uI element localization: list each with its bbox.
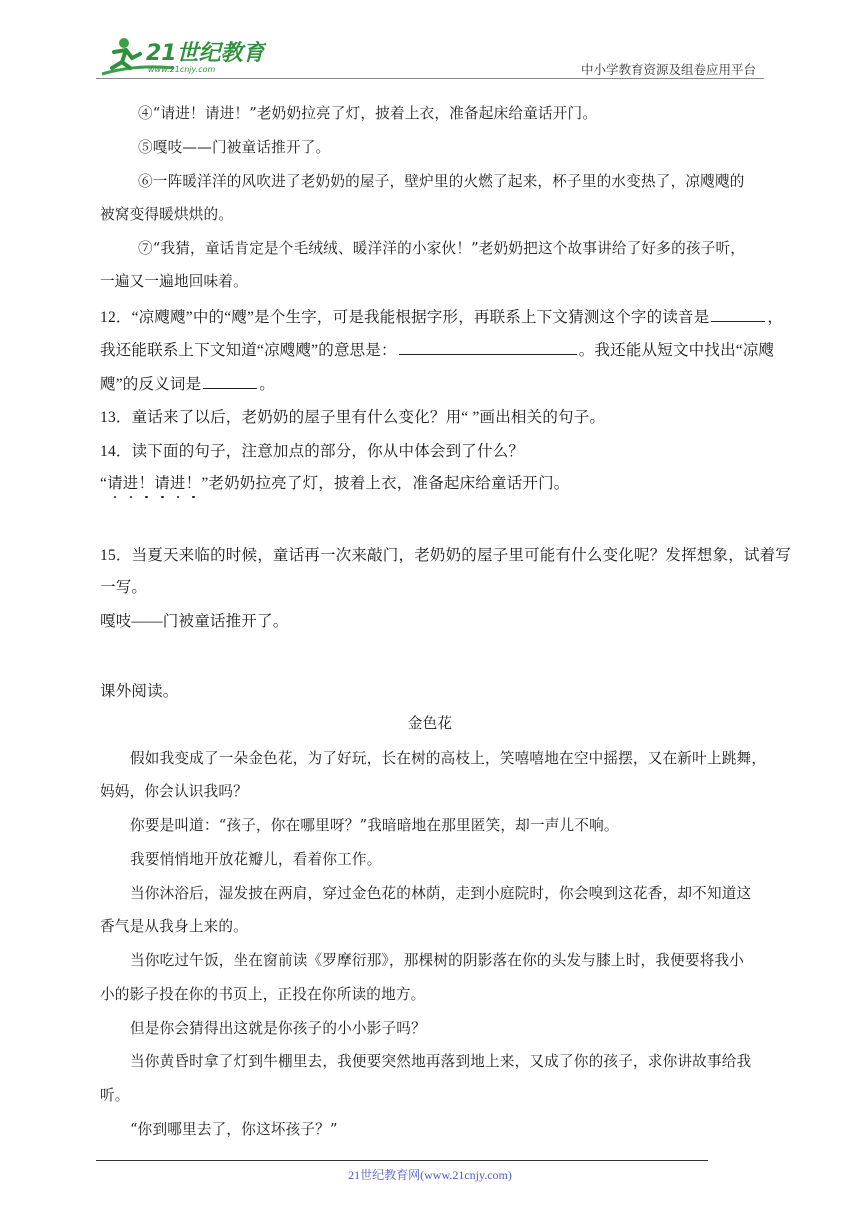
answer-blank-meaning[interactable] bbox=[399, 340, 577, 355]
question-15-cont: 一写。 bbox=[100, 579, 148, 596]
section-heading: 课外阅读。 bbox=[100, 683, 179, 700]
story-paragraph-4: ④“请进！请进！”老奶奶拉亮了灯，披着上衣，准备起床给童话开门。 bbox=[138, 105, 598, 122]
passage-line: 当你沐浴后，湿发披在两肩，穿过金色花的林荫，走到小庭院时，你会嗅到这花香，却不知道这 bbox=[130, 885, 752, 902]
story-paragraph-6-cont: 被窝变得暖烘烘的。 bbox=[100, 206, 234, 223]
story-paragraph-5: ⑤嘎吱——门被童话推开了。 bbox=[138, 139, 331, 156]
passage-line: 当你吃过午饭，坐在窗前读《罗摩衍那》，那棵树的阴影落在你的头发与膝上时，我便要将我小 bbox=[130, 952, 745, 969]
question-14-sentence bbox=[100, 474, 570, 494]
question-15: 15．当夏天来临的时候，童话再一次来敲门，老奶奶的屋子里可能有什么变化呢？发挥想象，试着写 bbox=[100, 547, 792, 564]
dotted-char: ！ bbox=[185, 475, 202, 492]
footer-divider bbox=[96, 1160, 708, 1161]
story-paragraph-6: ⑥一阵暖洋洋的风吹进了老奶奶的屋子，壁炉里的火燃了起来，杯子里的水变热了，凉飕飕的 bbox=[138, 173, 745, 190]
passage-line: 当你黄昏时拿了灯到牛棚里去，我便要突然地再落到地上来，又成了你的孩子，求你讲故事给我 bbox=[130, 1053, 752, 1070]
site-logo bbox=[96, 34, 266, 78]
question-12-text-2: 我还能联系上下文知道“凉飕飕”的意思是： bbox=[100, 342, 397, 359]
dotted-char: 请 bbox=[107, 475, 123, 492]
passage-line: 听。 bbox=[100, 1087, 130, 1104]
passage-line: 假如我变成了一朵金色花，为了好玩，长在树的高枝上，笑嘻嘻地在空中摇摆，又在新叶上跳舞， bbox=[130, 750, 767, 767]
passage-line: “你到哪里去了，你这坏孩子？” bbox=[130, 1121, 338, 1138]
question-12-text: 12．“凉飕飕”中的“飕”是个生字，可是我能根据字形，再联系上下文猜测这个字的读音是 bbox=[100, 309, 710, 326]
dotted-char: 进 bbox=[122, 475, 139, 492]
quote-mark: “ bbox=[100, 475, 108, 492]
answer-blank-antonym[interactable] bbox=[203, 374, 257, 389]
passage-title: 金色花 bbox=[407, 715, 453, 732]
question-12-text-4: 飕”的反义词是 bbox=[100, 376, 202, 393]
svg-text:21世纪教育: 21世纪教育 bbox=[146, 41, 265, 66]
question-12-text-3: 。我还能从短文中找出“凉飕 bbox=[578, 342, 775, 359]
story-paragraph-7-cont: 一遍又一遍地回味着。 bbox=[100, 273, 248, 290]
question-14: 14．读下面的句子，注意加点的部分，你从中体会到了什么？ bbox=[100, 443, 525, 460]
dotted-char: 进 bbox=[169, 475, 186, 492]
question-15-prompt: 嘎吱——门被童话推开了。 bbox=[100, 613, 289, 630]
dotted-char: 请 bbox=[154, 475, 170, 492]
dotted-char: ！ bbox=[138, 475, 155, 492]
header-divider bbox=[96, 78, 764, 79]
story-paragraph-7: ⑦“我猜，童话肯定是个毛绒绒、暖洋洋的小家伙！”老奶奶把这个故事讲给了好多的孩子听， bbox=[138, 240, 746, 257]
question-12-line-3 bbox=[100, 374, 275, 395]
passage-line: 但是你会猜得出这就是你孩子的小小影子吗？ bbox=[130, 1020, 426, 1037]
passage-line: 妈妈，你会认识我吗？ bbox=[100, 783, 248, 800]
page-header bbox=[96, 30, 764, 78]
passage-line: 香气是从我身上来的。 bbox=[100, 918, 248, 935]
footer-link[interactable]: 21世纪教育网(www.21cnjy.com) bbox=[348, 1168, 512, 1182]
question-13: 13．童话来了以后，老奶奶的屋子里有什么变化？用“ ”画出相关的句子。 bbox=[100, 409, 606, 426]
question-14-sentence-rest: ”老奶奶拉亮了灯，披着上衣，准备起床给童话开门。 bbox=[201, 475, 570, 492]
svg-text:www.21cnjy.com: www.21cnjy.com bbox=[148, 65, 216, 74]
passage-line: 小的影子投在你的书页上，正投在你所读的地方。 bbox=[100, 986, 426, 1003]
question-12-punct-2: 。 bbox=[259, 376, 275, 393]
question-12 bbox=[100, 307, 783, 328]
passage-line: 你要是叫道：“孩子，你在哪里呀？”我暗暗地在那里匿笑，却一声儿不响。 bbox=[130, 817, 619, 834]
passage-line: 我要悄悄地开放花瓣儿，看着你工作。 bbox=[130, 851, 382, 868]
answer-blank-pronunciation[interactable] bbox=[711, 307, 765, 322]
question-12-punct: ， bbox=[767, 309, 784, 326]
platform-name: 中小学教育资源及组卷应用平台 bbox=[580, 62, 756, 77]
question-12-line-2 bbox=[100, 340, 774, 361]
